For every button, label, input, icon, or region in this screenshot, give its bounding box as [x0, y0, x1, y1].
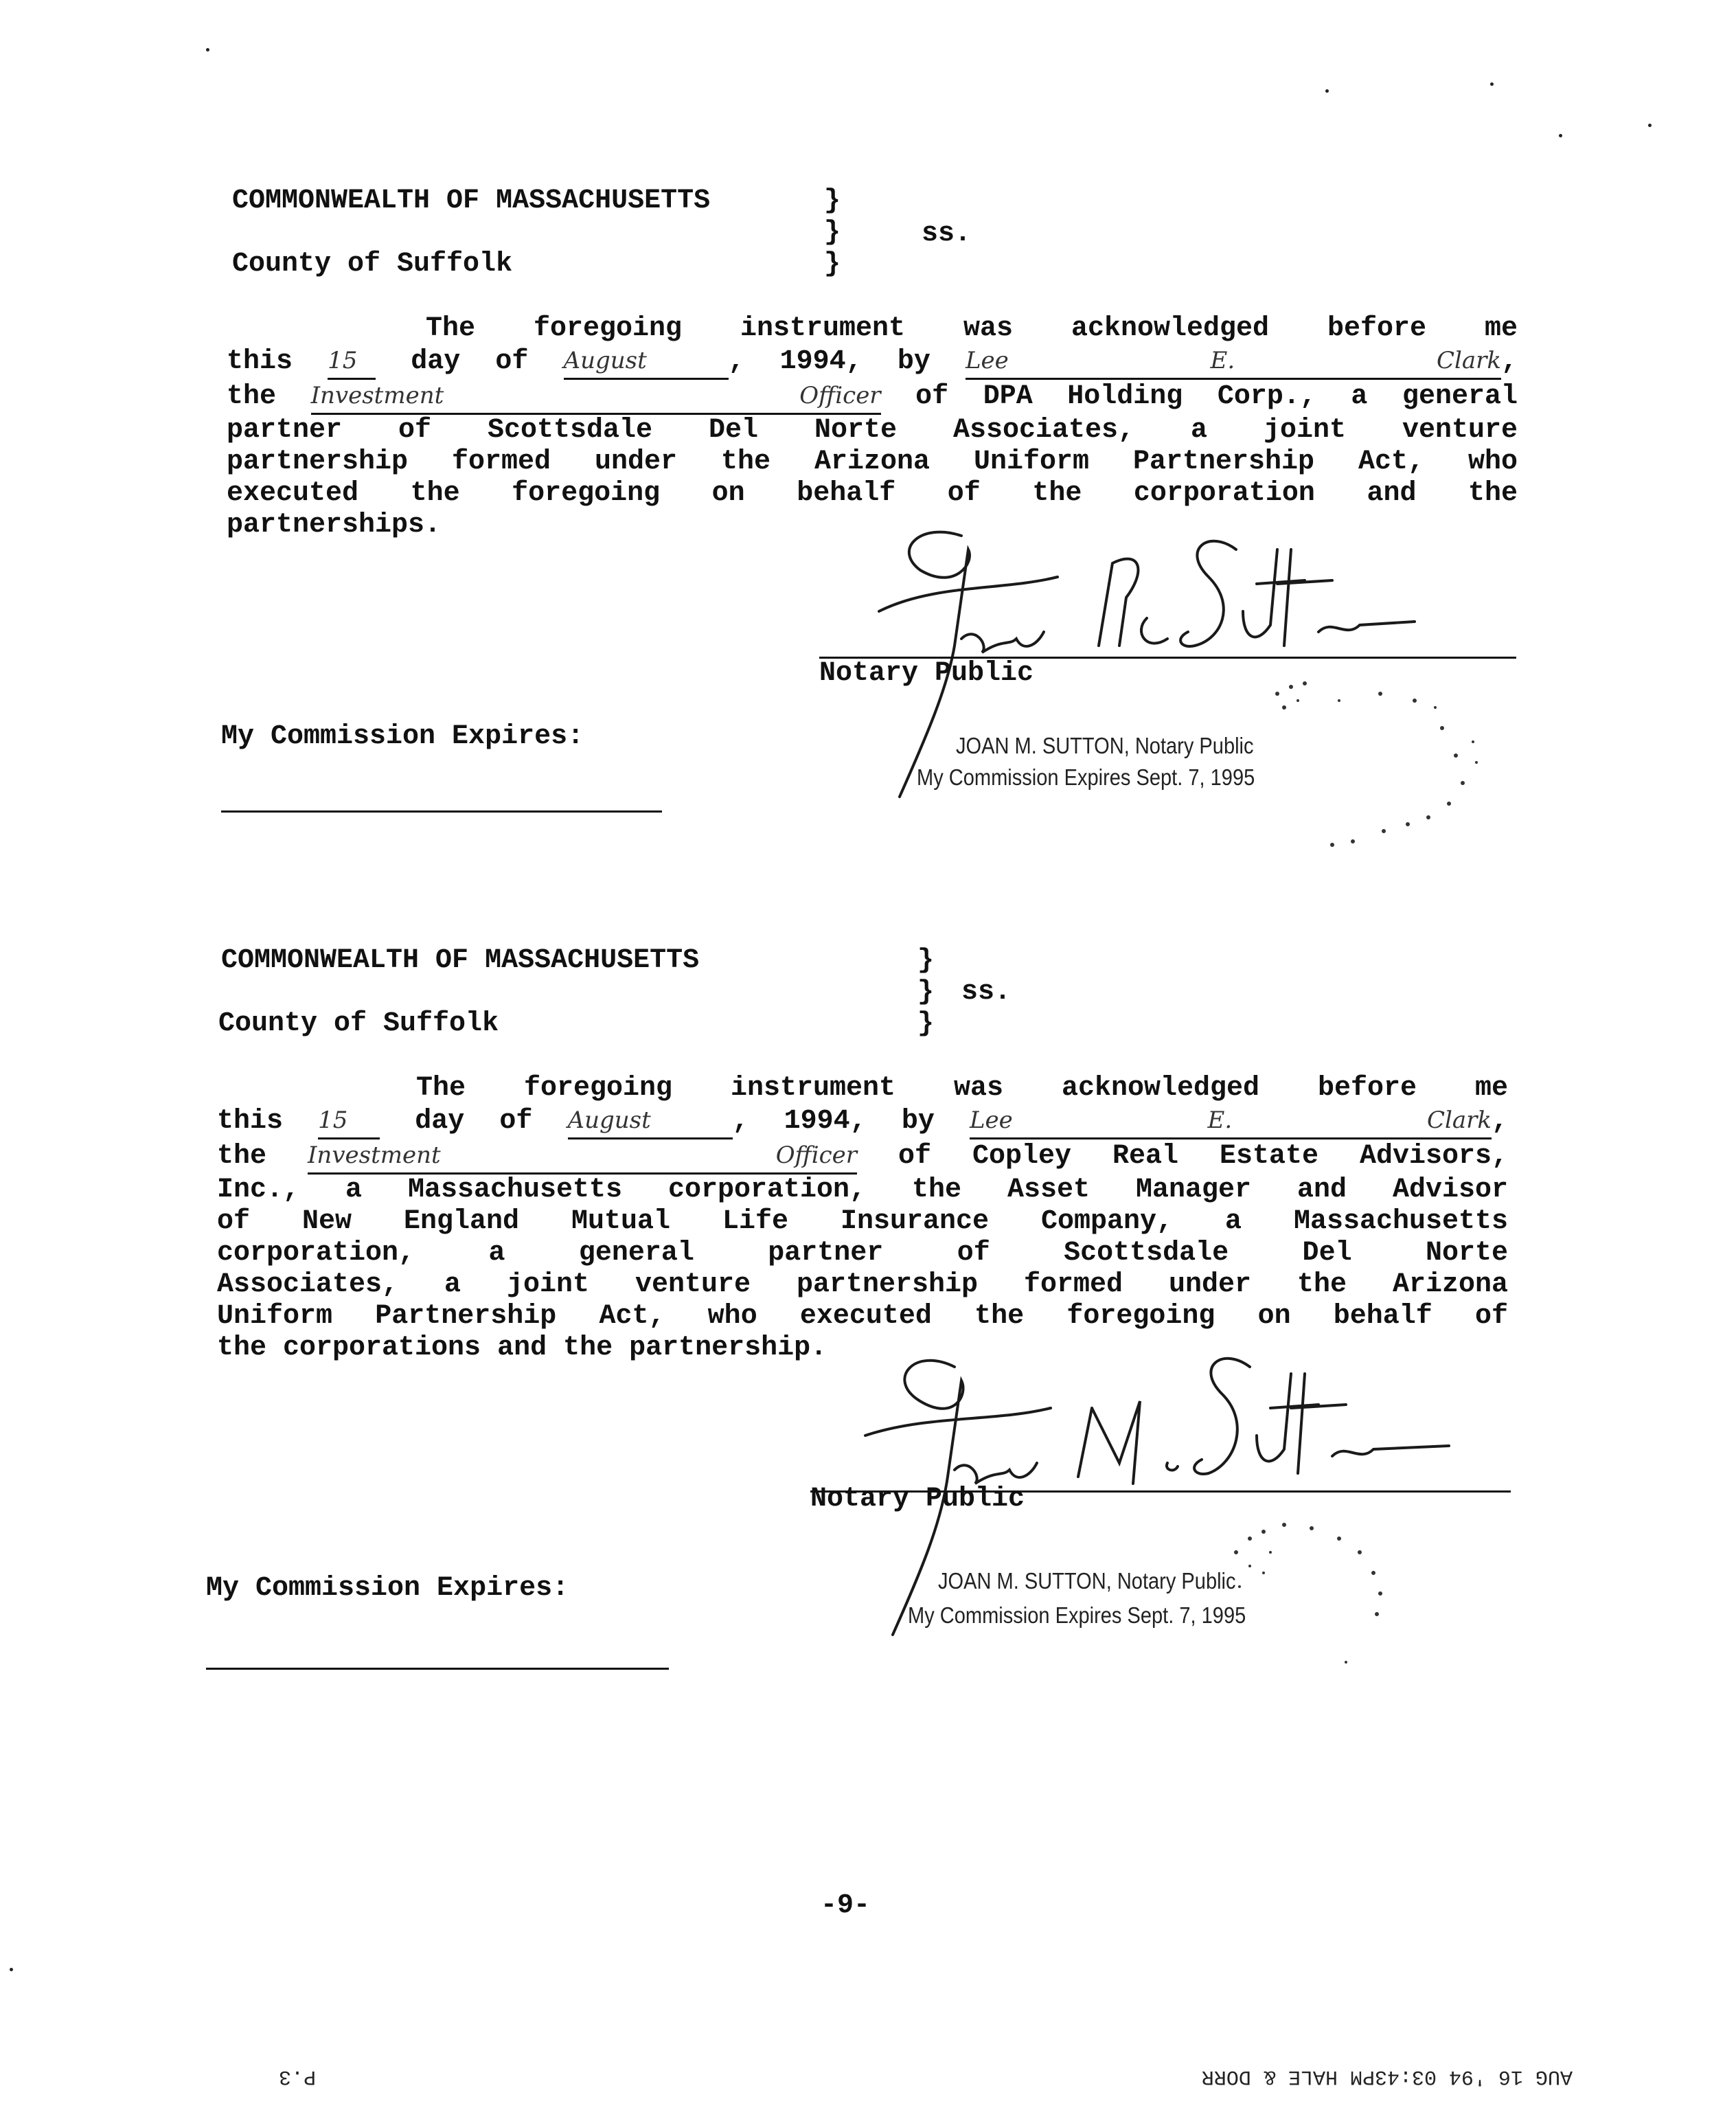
page-number: -9-	[821, 1890, 871, 1921]
scan-speck	[1648, 124, 1652, 127]
fill-line-date: this 15 day of August , 1994, by Lee E. Clark,	[227, 345, 1518, 380]
acknowledgment-paragraph: The foregoing instrument was acknowledged before me this 15 day of August , 1994, by Lee E. Clark, the Investment Officer of DPA Holding Corp., a general partner of Scottsdale Del Norte Associates, a joint venture partnership formed under the Arizona Uniform Partnership Act, who executed the foregoing on behalf of the corporation and the partnerships.	[227, 313, 1518, 541]
venue-brace: }	[917, 977, 935, 1008]
venue-brace: }	[824, 185, 841, 216]
county-label: County of Suffolk	[218, 1008, 499, 1039]
commission-expires-label: My Commission Expires:	[221, 721, 584, 752]
venue-brace: }	[917, 945, 935, 976]
county-label: County of Suffolk	[232, 249, 513, 280]
notary-stamp-name: JOAN M. SUTTON, Notary Public	[956, 733, 1254, 758]
handwritten-month: August	[567, 1107, 651, 1134]
scan-speck	[1559, 134, 1562, 137]
scan-speck	[1490, 82, 1494, 86]
acknowledgment-paragraph: The foregoing instrument was acknowledged before me this 15 day of August , 1994, by Lee E. Clark, the Investment Officer of Copley Real Estate Advisors, Inc., a Massachusetts corporation, the Asset Manager and Advisor of New England Mutual Life Insurance Company, a Massachusetts corporation, a general partner of Scottsdale Del Norte Associates, a joint venture partnership formed under the Arizona Uniform Partnership Act, who executed the foregoing on behalf of the corporations and the partnership.	[217, 1073, 1508, 1363]
fax-header-transmission: AUG 16 '94 03:43PM HALE & DORR	[1201, 2065, 1573, 2088]
commission-expires-line	[221, 810, 662, 813]
handwritten-day: 15	[318, 1107, 348, 1134]
scan-speck	[206, 48, 209, 52]
handwritten-title: Investment Officer	[310, 382, 881, 409]
scan-speck	[10, 1968, 13, 1971]
handwritten-day: 15	[328, 347, 358, 374]
commission-expires-label: My Commission Expires:	[206, 1573, 569, 1604]
fill-line-title: the Investment Officer of Copley Real Estate Advisors,	[217, 1139, 1508, 1175]
venue-brace: }	[824, 249, 841, 280]
notary-stamp-name: JOAN M. SUTTON, Notary Public	[938, 1568, 1236, 1593]
commission-expires-line	[206, 1668, 669, 1670]
notary-seal-icon	[1236, 659, 1524, 852]
ss-label: ss.	[961, 977, 1012, 1008]
venue-heading: COMMONWEALTH OF MASSACHUSETTS	[232, 185, 711, 216]
venue-heading: COMMONWEALTH OF MASSACHUSETTS	[221, 945, 700, 976]
handwritten-name: Lee E. Clark	[965, 347, 1501, 374]
notary-seal-icon	[1209, 1497, 1497, 1676]
handwritten-name: Lee E. Clark	[969, 1107, 1492, 1134]
notary-public-label: Notary Public	[810, 1484, 1025, 1515]
fill-line-title: the Investment Officer of DPA Holding Corp., a general	[227, 380, 1518, 415]
handwritten-month: August	[563, 347, 647, 374]
scan-speck	[1325, 89, 1329, 93]
venue-brace: }	[917, 1008, 935, 1039]
ss-label: ss.	[922, 218, 972, 249]
fax-footer-left: P.3	[278, 2065, 316, 2088]
notary-stamp-expiration: My Commission Expires Sept. 7, 1995	[917, 764, 1255, 790]
notary-public-label: Notary Public	[819, 658, 1034, 689]
handwritten-title: Investment Officer	[308, 1142, 857, 1169]
notary-stamp-expiration: My Commission Expires Sept. 7, 1995	[908, 1602, 1246, 1628]
fill-line-date: this 15 day of August , 1994, by Lee E. Clark,	[217, 1104, 1508, 1139]
venue-brace: }	[824, 217, 841, 248]
